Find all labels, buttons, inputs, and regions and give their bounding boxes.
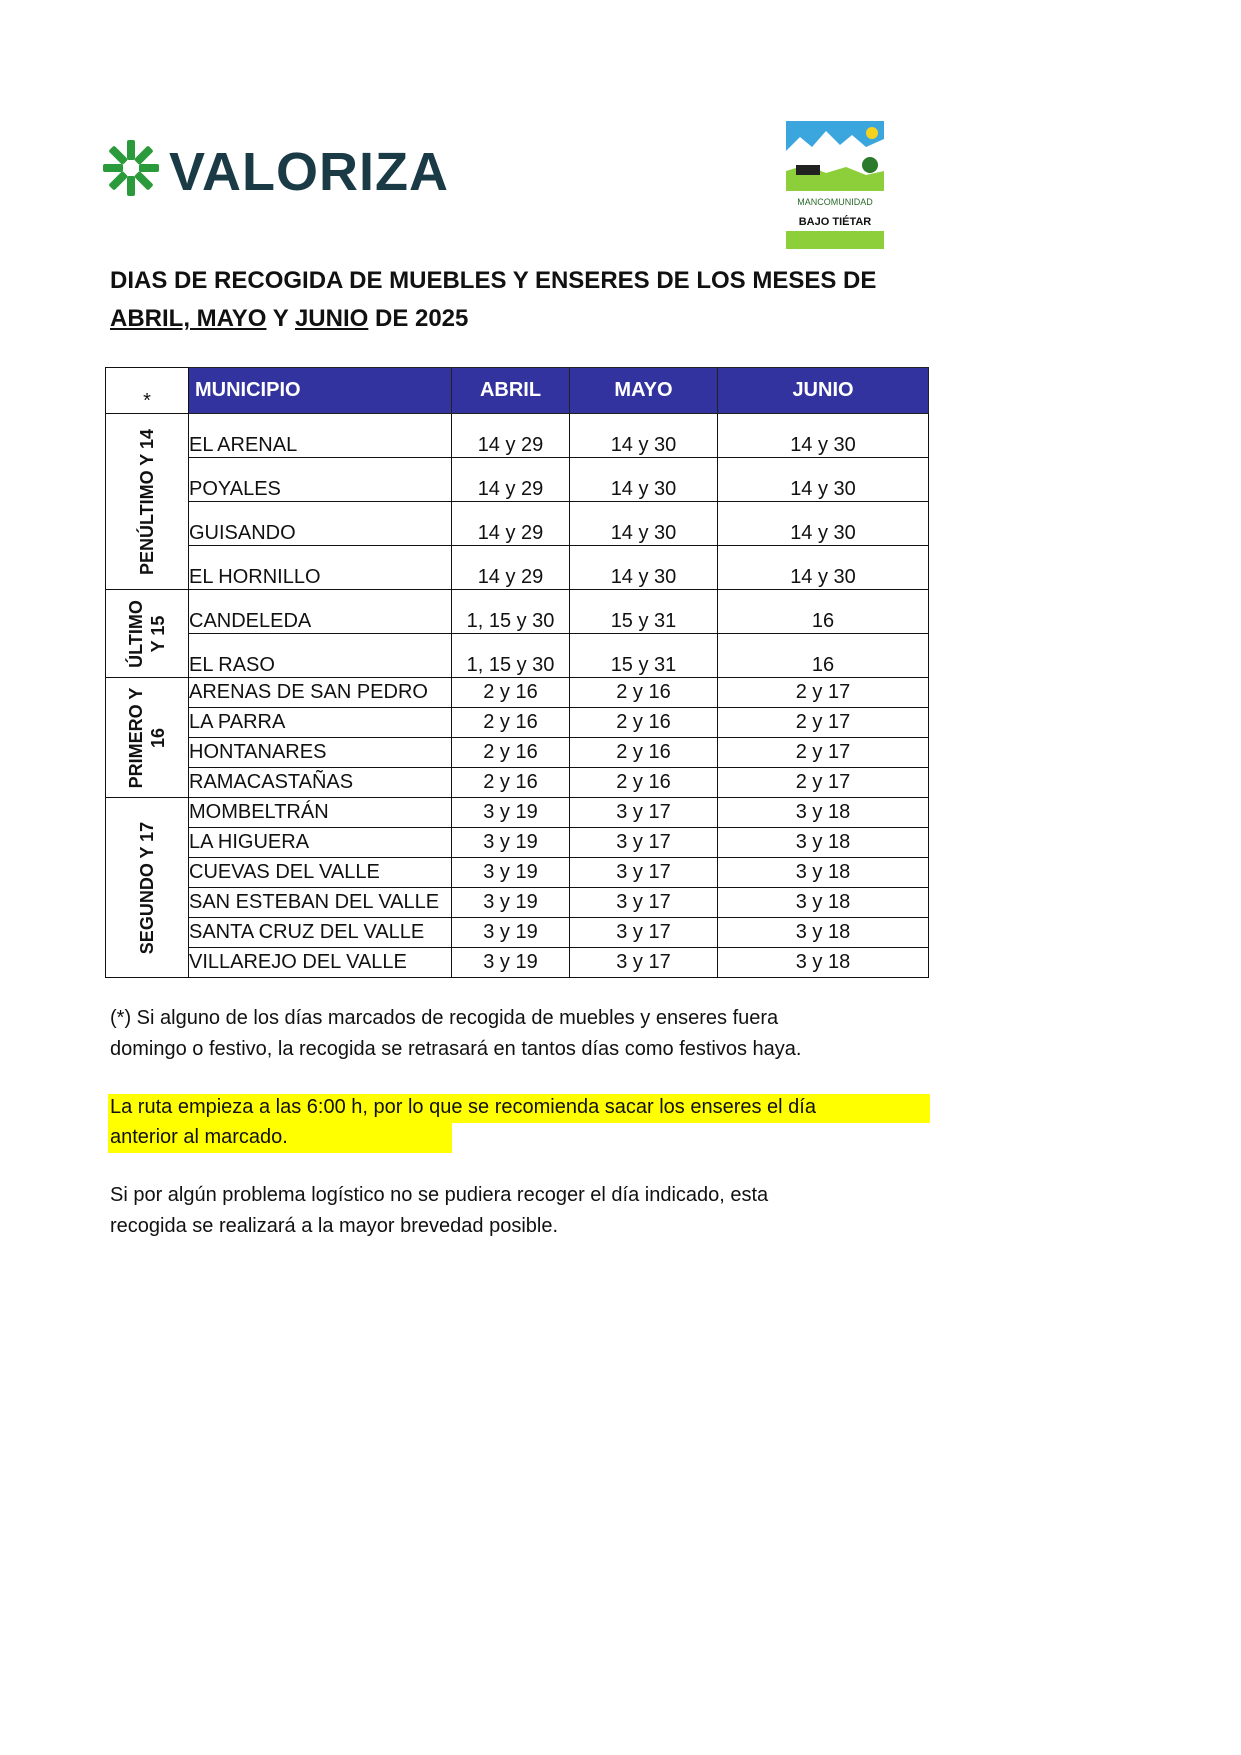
table-row <box>106 738 929 768</box>
title-year: DE 2025 <box>368 305 469 332</box>
cell-junio: 2 y 17 <box>718 678 929 708</box>
logistica-note-line2: recogida se realizará a la mayor brevedad posible. <box>110 1215 559 1237</box>
table-row <box>106 590 929 634</box>
logistica-note-line1: Si por algún problema logístico no se pudiera recoger el día indicado, esta <box>110 1184 769 1206</box>
cell-mayo: 3 y 17 <box>570 948 718 978</box>
cell-abril: 2 y 16 <box>452 768 570 798</box>
cell-abril: 14 y 29 <box>452 546 570 590</box>
valoriza-logo-image <box>103 140 483 204</box>
cell-municipio: SAN ESTEBAN DEL VALLE <box>189 888 452 918</box>
bajo-tietar-logo-text: BAJO TIÉTAR <box>798 216 872 228</box>
group-label-line2: 16 <box>148 727 168 748</box>
table-row <box>106 634 929 678</box>
header-mayo: MAYO <box>570 368 718 414</box>
table-row <box>106 888 929 918</box>
group-label: SEGUNDO Y 17 <box>137 821 157 954</box>
cell-mayo: 2 y 16 <box>570 768 718 798</box>
cell-mayo: 14 y 30 <box>570 414 718 458</box>
mancomunidad-logo-text: MANCOMUNIDAD <box>797 197 873 207</box>
table-row <box>106 502 929 546</box>
valoriza-burst-icon <box>103 140 159 196</box>
cell-abril: 3 y 19 <box>452 948 570 978</box>
cell-abril: 2 y 16 <box>452 738 570 768</box>
festivo-note <box>110 1003 870 1065</box>
table-header-row <box>106 368 929 414</box>
table-row <box>106 414 929 458</box>
cell-abril: 2 y 16 <box>452 708 570 738</box>
cell-municipio: RAMACASTAÑAS <box>189 768 452 798</box>
header-abril: ABRIL <box>452 368 570 414</box>
festivo-note-line1: (*) Si alguno de los días marcados de recogida de muebles y enseres fuera <box>110 1007 779 1029</box>
ruta-note-line1: La ruta empieza a las 6:00 h, por lo que se recomienda sacar los enseres el día <box>110 1096 816 1118</box>
cell-abril: 2 y 16 <box>452 678 570 708</box>
cell-municipio: CANDELEDA <box>189 590 452 634</box>
cell-junio: 14 y 30 <box>718 546 929 590</box>
cell-junio: 14 y 30 <box>718 502 929 546</box>
group-label: PENÚLTIMO Y 14 <box>137 428 157 575</box>
group-label-line1: PRIMERO Y <box>126 687 146 788</box>
schedule-table <box>105 367 929 978</box>
document-title <box>110 262 910 338</box>
title-conj: Y <box>266 305 295 332</box>
cell-municipio: LA HIGUERA <box>189 828 452 858</box>
group-label <box>125 600 169 668</box>
cell-junio: 2 y 17 <box>718 738 929 768</box>
cell-municipio: GUISANDO <box>189 502 452 546</box>
cell-mayo: 15 y 31 <box>570 634 718 678</box>
cell-municipio: MOMBELTRÁN <box>189 798 452 828</box>
cell-junio: 14 y 30 <box>718 458 929 502</box>
table-row <box>106 458 929 502</box>
cell-abril: 1, 15 y 30 <box>452 590 570 634</box>
cell-junio: 3 y 18 <box>718 888 929 918</box>
cell-junio: 2 y 17 <box>718 708 929 738</box>
cell-mayo: 2 y 16 <box>570 708 718 738</box>
cell-municipio: SANTA CRUZ DEL VALLE <box>189 918 452 948</box>
cell-municipio: VILLAREJO DEL VALLE <box>189 948 452 978</box>
title-month-abril-mayo: ABRIL, MAYO <box>110 305 267 332</box>
cell-mayo: 3 y 17 <box>570 918 718 948</box>
group-penultimo-y-14 <box>106 414 189 590</box>
cell-abril: 3 y 19 <box>452 858 570 888</box>
valoriza-logo <box>103 140 483 204</box>
table-row <box>106 768 929 798</box>
group-label-line2: Y 15 <box>148 615 168 652</box>
table-row <box>106 858 929 888</box>
table-row <box>106 798 929 828</box>
table-row <box>106 546 929 590</box>
table-row <box>106 948 929 978</box>
cell-abril: 14 y 29 <box>452 502 570 546</box>
group-segundo-y-17 <box>106 798 189 978</box>
cell-municipio: ARENAS DE SAN PEDRO <box>189 678 452 708</box>
title-line2 <box>110 300 910 338</box>
cell-mayo: 14 y 30 <box>570 502 718 546</box>
ruta-note <box>110 1092 940 1152</box>
cell-junio: 16 <box>718 634 929 678</box>
cell-municipio: HONTANARES <box>189 738 452 768</box>
cell-municipio: CUEVAS DEL VALLE <box>189 858 452 888</box>
cell-abril: 3 y 19 <box>452 918 570 948</box>
cell-junio: 14 y 30 <box>718 414 929 458</box>
cell-abril: 14 y 29 <box>452 458 570 502</box>
cell-municipio: EL HORNILLO <box>189 546 452 590</box>
cell-municipio: EL ARENAL <box>189 414 452 458</box>
asterisk-marker: * <box>106 368 189 414</box>
cell-mayo: 3 y 17 <box>570 888 718 918</box>
cell-abril: 3 y 19 <box>452 828 570 858</box>
cell-junio: 2 y 17 <box>718 768 929 798</box>
cell-mayo: 15 y 31 <box>570 590 718 634</box>
cell-junio: 3 y 18 <box>718 828 929 858</box>
cell-junio: 3 y 18 <box>718 918 929 948</box>
header-municipio: MUNICIPIO <box>189 368 452 414</box>
cell-mayo: 14 y 30 <box>570 546 718 590</box>
cell-mayo: 2 y 16 <box>570 738 718 768</box>
cell-municipio: POYALES <box>189 458 452 502</box>
cell-junio: 3 y 18 <box>718 858 929 888</box>
mancomunidad-logo <box>786 121 884 249</box>
title-month-junio: JUNIO <box>294 305 369 332</box>
cell-abril: 3 y 19 <box>452 798 570 828</box>
cell-municipio: LA PARRA <box>189 708 452 738</box>
cell-mayo: 14 y 30 <box>570 458 718 502</box>
table-row <box>106 918 929 948</box>
festivo-note-line2: domingo o festivo, la recogida se retrasará en tantos días como festivos haya. <box>110 1038 802 1060</box>
group-ultimo-y-15 <box>106 590 189 678</box>
cell-junio: 16 <box>718 590 929 634</box>
table-row <box>106 678 929 708</box>
header-junio: JUNIO <box>718 368 929 414</box>
group-label <box>125 687 169 788</box>
cell-junio: 3 y 18 <box>718 798 929 828</box>
cell-abril: 3 y 19 <box>452 888 570 918</box>
cell-abril: 1, 15 y 30 <box>452 634 570 678</box>
cell-mayo: 3 y 17 <box>570 798 718 828</box>
cell-mayo: 2 y 16 <box>570 678 718 708</box>
ruta-note-line2: anterior al marcado. <box>110 1126 288 1148</box>
table-row <box>106 708 929 738</box>
cell-mayo: 3 y 17 <box>570 858 718 888</box>
title-line1: DIAS DE RECOGIDA DE MUEBLES Y ENSERES DE LOS MESES DE <box>110 267 877 294</box>
group-label-line1: ÚLTIMO <box>126 599 146 668</box>
cell-junio: 3 y 18 <box>718 948 929 978</box>
group-primero-y-16 <box>106 678 189 798</box>
logistica-note <box>110 1180 870 1242</box>
cell-mayo: 3 y 17 <box>570 828 718 858</box>
cell-abril: 14 y 29 <box>452 414 570 458</box>
valoriza-wordmark: VALORIZA <box>169 142 449 202</box>
table-row <box>106 828 929 858</box>
cell-municipio: EL RASO <box>189 634 452 678</box>
